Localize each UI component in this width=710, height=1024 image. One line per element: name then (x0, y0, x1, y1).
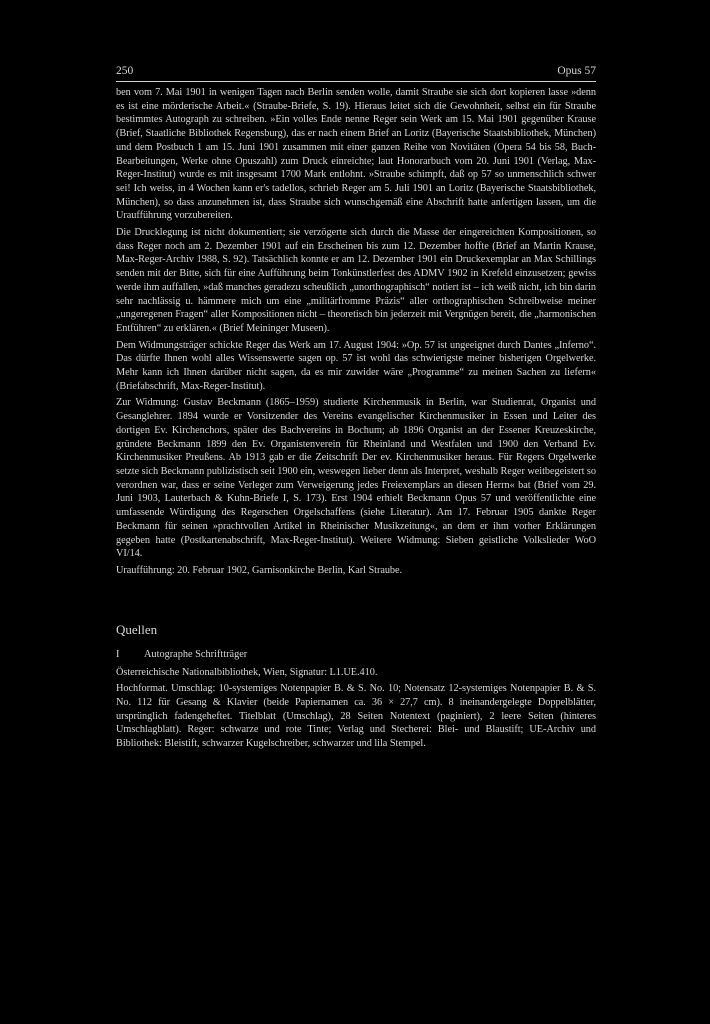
source-description: Hochformat. Umschlag: 10-systemiges Notenpapier B. & S. No. 10; Notensatz 12-systemiges Notenpapier B. & S. No. 112 für Gesang & Klavier (beide Papiernamen ca. 36 × 27,7 cm). 8 ineinandergelegte Doppelblätter, ursprünglich fadengeheftet. Titelblatt (Umschlag), 28 Seiten Notentext (paginiert), 2 leere Seiten (hinteres Umschlagblatt). Reger: schwarze und rote Tinte; Verlag und Stecherei: Blei- und Blaustift; UE-Archiv und Bibliothek: Bleistift, schwarzer Kugelschreiber, schwarzer und lila Stempel. (116, 683, 596, 750)
sources-text (116, 666, 596, 751)
subheading-title: Autographe Schriftträger (144, 648, 248, 660)
library-line: Österreichische Nationalbibliothek, Wien, Signatur: L1.UE.410. (116, 666, 378, 678)
document-page (116, 64, 596, 754)
subheading-number: I (116, 648, 120, 660)
paragraph-dedicatee-letter: Dem Widmungsträger schickte Reger das Werk am 17. August 1904: »Op. 57 ist ungeeignet durch Dantes „Inferno“. Das dürfte Ihnen wohl alles Wissenswerte sagen op. 57 ist wohl das schwierigste meiner bisherigen Orgelwerke. Mehr kann ich Ihnen darüber nicht sagen, da es mir zuwider wäre „Programme“ zu meinen Sachen zu liefern« (Briefabschrift, Max-Reger-Institut). (116, 339, 596, 392)
paragraph-printing: Die Drucklegung ist nicht dokumentiert; sie verzögerte sich durch die Masse der eingereichten Kompositionen, so dass Reger noch am 2. Dezember 1901 auf ein Erscheinen bis zum 12. Dezember hoffte (Brief an Martin Krause, Max-Reger-Archiv 1988, S. 92). Tatsächlich konnte er am 12. Dezember 1901 ein Druckexemplar an Max Schillings senden mit der Bitte, sich für eine Aufführung beim Tonkünstlerfest des ADMV 1902 in Krefeld einzusetzen; gewiss werde ihm auffallen, »daß manches geradezu scheußlich „unorthographisch“ notiert ist – ich weiß nicht, ich bin darin sehr nachlässig u. hämmere mich um eine „militärfromme Präzis“ aller orthographischen Schreibweise meiner „ungeregenen Fragen“ aller Kompositionen nicht – theoretisch bin jederzeit mit Vergnügen bereit, die „harmonischen Entführen“ zu erklären.« (Brief Meininger Museen). (116, 227, 596, 334)
running-head (116, 64, 596, 82)
main-text (116, 86, 596, 578)
page-number: 250 (116, 65, 134, 77)
paragraph-dedication: Zur Widmung: Gustav Beckmann (1865–1959) studierte Kirchenmusik in Berlin, war Studienrat, Organist und Gesanglehrer. 1894 wurde er Vorsitzender des Vereins evangelischer Kirchenmusiker in Essen und Leiter des dortigen Ev. Kirchenchors, später des Bachvereins in Bochum; ab 1896 Organist an der Essener Kreuzeskirche, gründete Beckmann 1899 den Ev. Organistenverein für Rheinland und Westfalen und 1900 den Verband Ev. Kirchenmusiker Preußens. Ab 1913 gab er die Zeitschrift Der ev. Kirchenmusiker heraus. Für Regers Orgelwerke setzte sich Beckmann publizistisch seit 1900 ein, weswegen lieber denn als Interpret, weshalb Reger weitbegeistert so verordnen war, dass er seine Verleger zum Verweigerung jedes Freiexemplars an diesen Herrn« bat (Brief vom 29. Juni 1903, Lauterbach & Kuhn-Briefe I, S. 173). Erst 1904 erhielt Beckmann Opus 57 und veröffentlichte eine umfassende Würdigung des Regerschen Orgelschaffens (siehe Literatur). Am 17. Februar 1905 dankte Reger Beckmann für seinen »prachtvollen Artikel in Rheinischer Musikzeitung«, an dem er ihm vorher Erklärungen gegeben hatte (Postkartenabschrift, Max-Reger-Institut). Weitere Widmung: Sieben geistliche Volkslieder WoO VI/14. (116, 397, 596, 560)
running-title: Opus 57 (557, 65, 596, 77)
paragraph-history: ben vom 7. Mai 1901 in wenigen Tagen nach Berlin senden wolle, damit Straube sie sich dort kopieren lasse »denn es ist eine mörderische Arbeit.« (Straube-Briefe, S. 19). Hieraus leitet sich die Gewohnheit, selbst ein für Straube bestimmtes Autograph zu schreiben. »Ein volles Ende nenne Reger sein Werk am 15. Mai 1901 gegenüber Krause (Brief, Staatliche Bibliothek Regensburg), das er nach einem Brief an Loritz (Bayerische Staatsbibliothek, München) und dem Postbuch 1 am 15. Juni 1901 zusammen mit einer ganzen Reihe von Novitäten (Opera 54 bis 58, Buch-Bearbeitungen, Werke ohne Opuszahl) zum Druck einreichte; laut Honorarbuch vom 20. Juni 1901 (Verlag, Max-Reger-Institut) wurde es mit insgesamt 1700 Mark entlohnt. »Straube schimpft, daß op 57 so unmenschlich schwer sei! Ich weiss, in 4 Wochen kann er's tadellos, schrieb Reger am 5. Juli 1901 an Loritz (Bayerische Staatsbibliothek, München), so dass anzunehmen ist, dass Straube sich wunschgemäß eine Abschrift hatte anfertigen lassen, um die Uraufführung vorzubereiten. (116, 87, 596, 222)
paragraph-premiere: Uraufführung: 20. Februar 1902, Garnisonkirche Berlin, Karl Straube. (116, 564, 403, 576)
sources-subheading (116, 648, 596, 662)
sources-heading: Quellen (116, 621, 158, 637)
